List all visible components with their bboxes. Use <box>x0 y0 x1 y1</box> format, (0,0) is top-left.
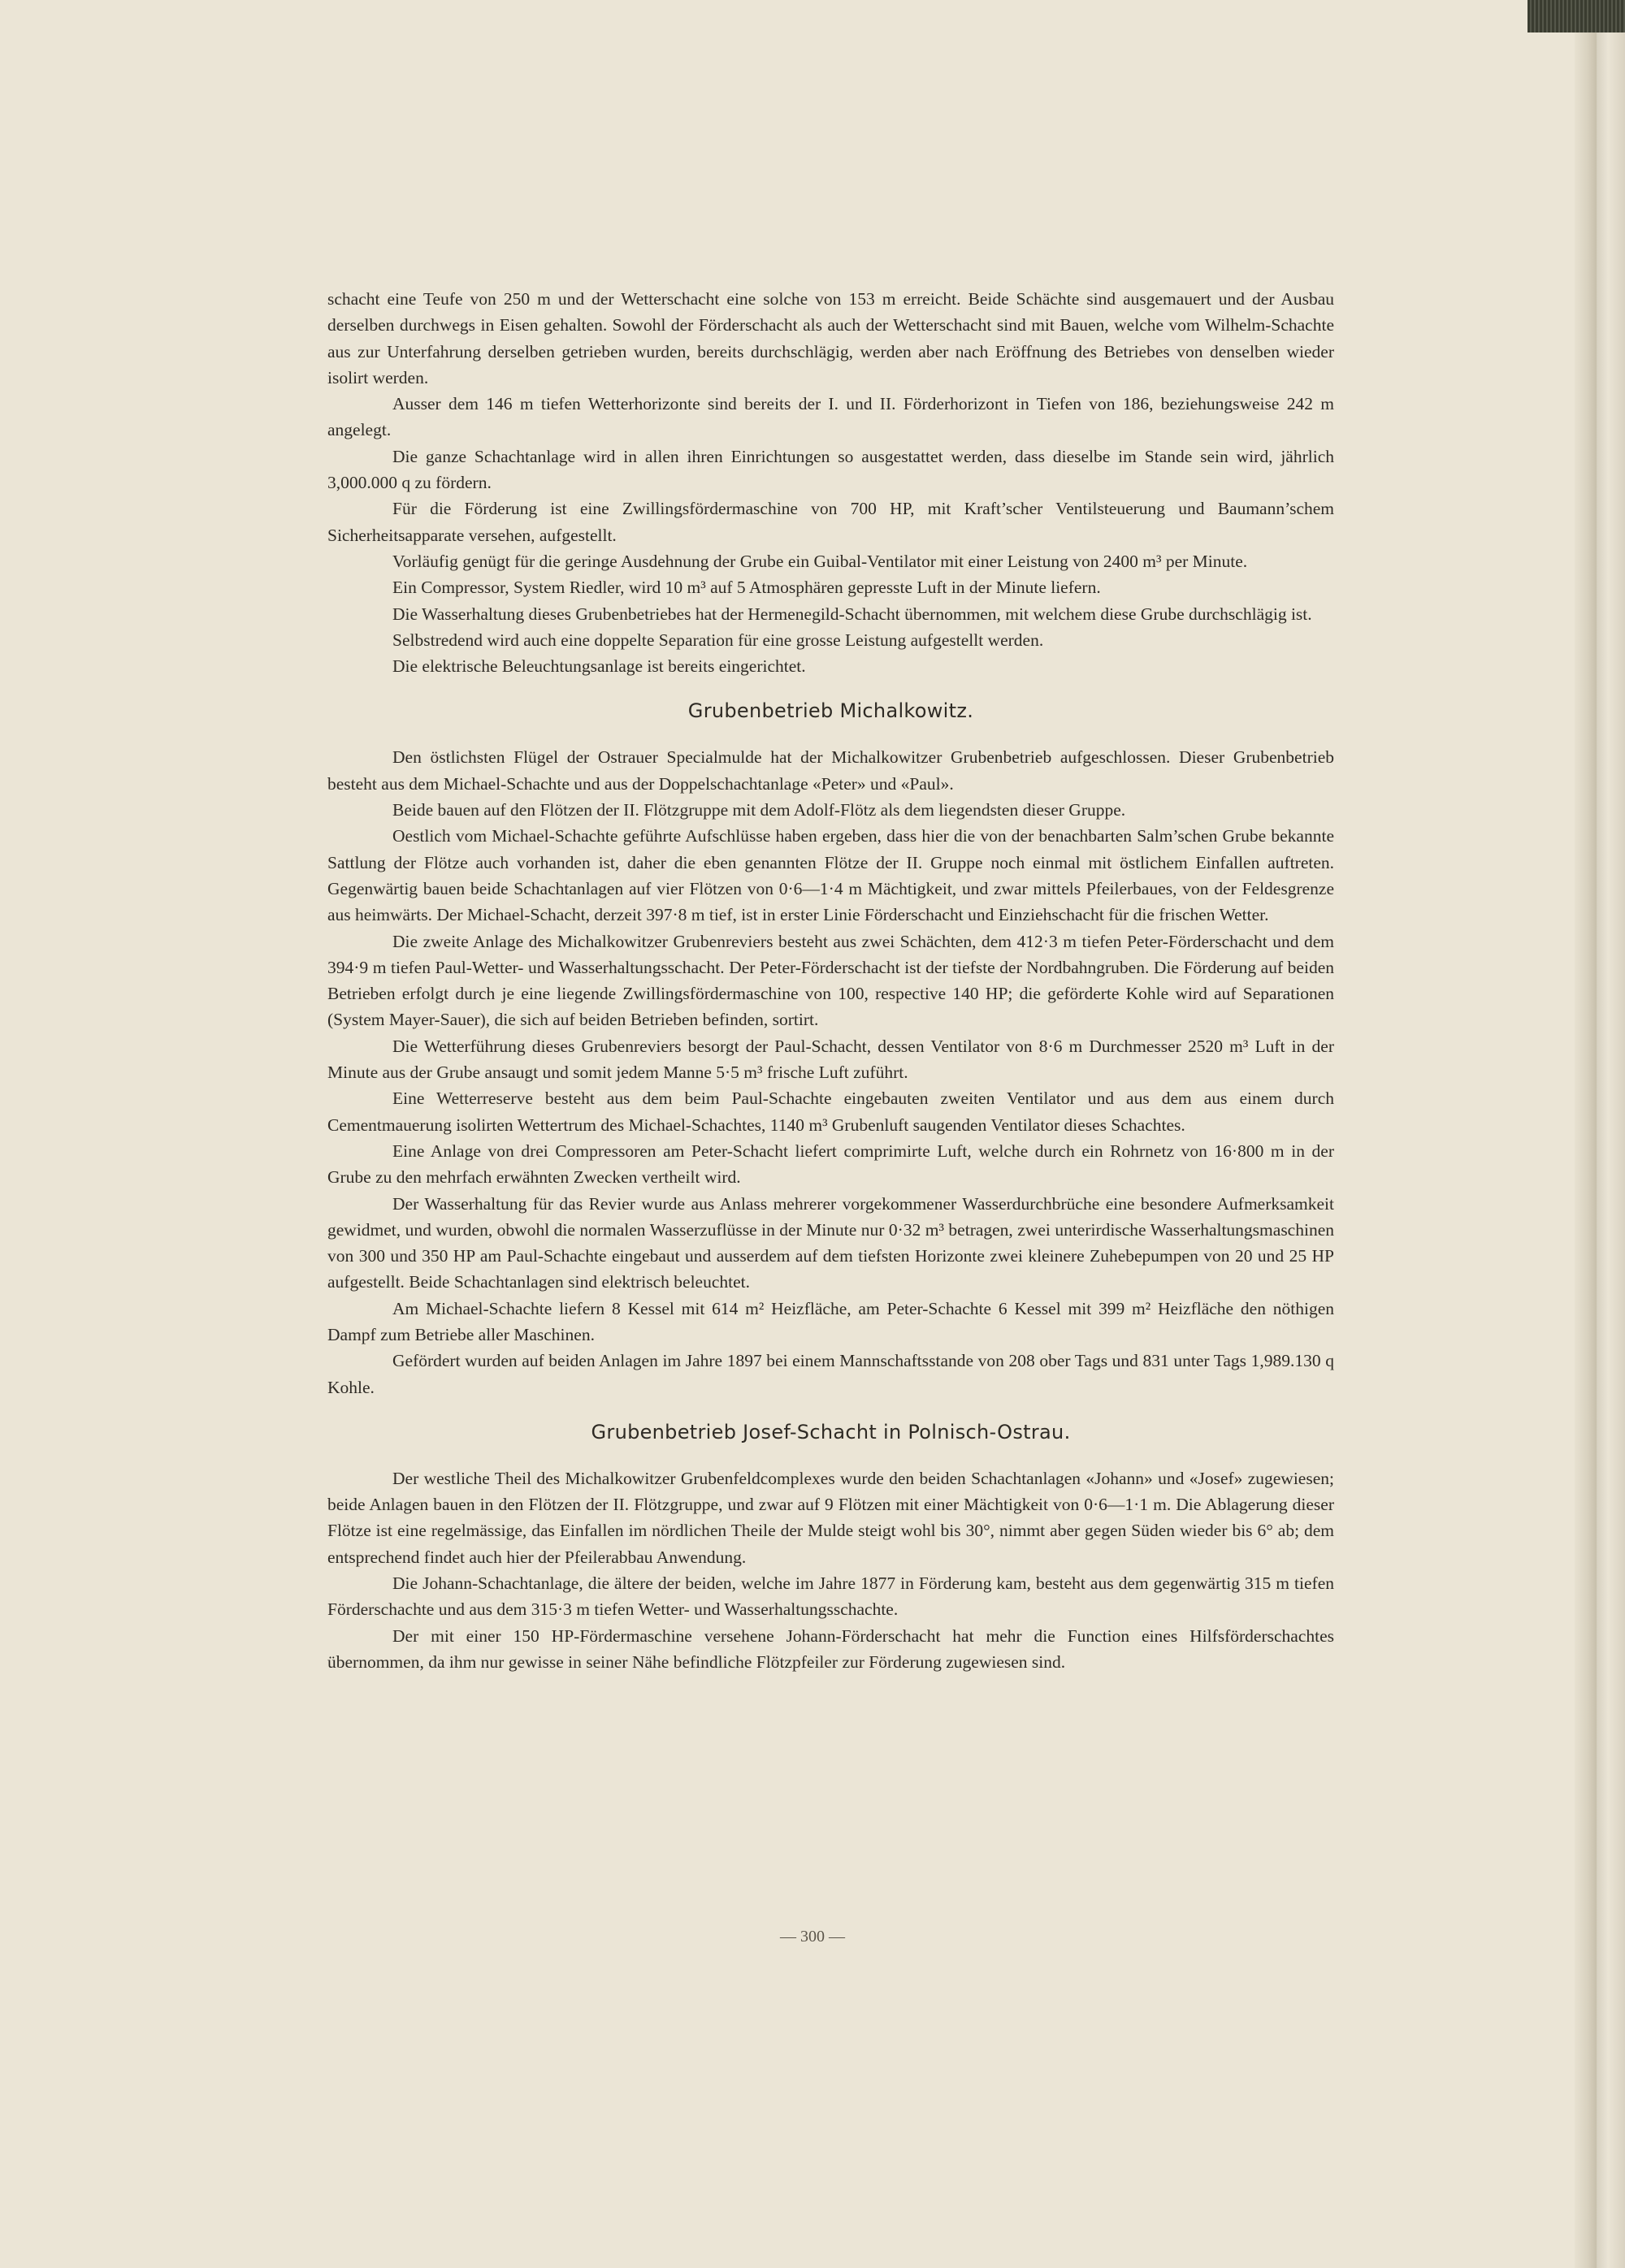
paragraph: Ein Compressor, System Riedler, wird 10 m³ auf 5 Atmosphären gepresste Luft in der Minute liefern. <box>392 578 1101 598</box>
paragraph: Gefördert wurden auf beiden Anlagen im Jahre 1897 bei einem Mannschaftsstande von 208 ober Tags und 831 unter Tags 1,989.130 q Kohle. <box>327 1351 1334 1397</box>
paragraph: schacht eine Teufe von 250 m und der Wetterschacht eine solche von 153 m erreicht. Beide Schächte sind ausgemauert und der Ausbau derselben durchwegs in Eisen gehalten. Sowohl der Förderschacht als auch der Wetterschacht sind mit Bauen, welche vom Wilhelm-Schachte aus zur Unterfahrung derselben getrieben wurden, bereits durchschlägig, werden aber nach Eröffnung des Betriebes von denselben wieder isolirt werden. <box>327 289 1334 387</box>
paragraph: Eine Wetterreserve besteht aus dem beim Paul-Schachte eingebauten zweiten Ventilator und aus dem aus einem durch Cementmauerung isolirten Wettertrum des Michael-Schachtes, 1140 m³ Grubenluft saugenden Ventilator dieses Schachtes. <box>327 1089 1334 1135</box>
book-cover-corner <box>1528 0 1625 32</box>
paragraph: Die zweite Anlage des Michalkowitzer Grubenreviers besteht aus zwei Schächten, dem 412·3 m tiefen Peter-Förderschacht und dem 394·9 m tiefen Paul-Wetter- und Wasserhaltungsschacht. Der Peter-Förderschacht ist der tiefste der Nordbahngruben. Die Förderung auf beiden Betrieben erfolgt durch je eine liegende Zwillingsfördermaschine von 100, respective 140 HP; die geförderte Kohle wird auf Separationen (System Mayer-Sauer), die sich auf beiden Betrieben befinden, sortirt. <box>327 931 1334 1030</box>
paragraph: Ausser dem 146 m tiefen Wetterhorizonte sind bereits der I. und II. Förderhorizont in Tiefen von 186, beziehungsweise 242 m angelegt. <box>327 394 1334 440</box>
paragraph: Die Wasserhaltung dieses Grubenbetriebes hat der Hermenegild-Schacht übernommen, mit welchem diese Grube durchschlägig ist. <box>392 604 1312 624</box>
paragraph: Die ganze Schachtanlage wird in allen ihren Einrichtungen so ausgestattet werden, dass dieselbe im Stande sein wird, jährlich 3,000.000 q zu fördern. <box>327 446 1334 493</box>
paragraph: Der westliche Theil des Michalkowitzer Grubenfeldcomplexes wurde den beiden Schachtanlagen «Johann» und «Josef» zugewiesen; beide Anlagen bauen in den Flötzen der II. Flötzgruppe, und zwar auf 9 Flötzen mit einer Mächtigkeit von 0·6—1·1 m. Die Ablagerung dieser Flötze ist eine regelmässige, das Einfallen im nördlichen Theile der Mulde steigt wohl bis 30°, nimmt aber gegen Süden wieder bis 6° ab; dem entsprechend findet auch hier der Pfeilerabbau Anwendung. <box>327 1468 1334 1567</box>
paragraph: Vorläufig genügt für die geringe Ausdehnung der Grube ein Guibal-Ventilator mit einer Leistung von 2400 m³ per Minute. <box>392 551 1248 571</box>
paragraph: Beide bauen auf den Flötzen der II. Flötzgruppe mit dem Adolf-Flötz als dem liegendsten dieser Gruppe. <box>392 800 1126 820</box>
paragraph: Der Wasserhaltung für das Revier wurde aus Anlass mehrerer vorgekommener Wasserdurchbrüche eine besondere Aufmerksamkeit gewidmet, und wurden, obwohl die normalen Wasserzuflüsse in der Minute nur 0·32 m³ betragen, zwei unterirdische Wasserhaltungsmaschinen von 300 und 350 HP am Paul-Schachte eingebaut und ausserdem auf dem tiefsten Horizonte zwei kleinere Zuhebepumpen von 20 und 25 HP aufgestellt. Beide Schachtanlagen sind elektrisch beleuchtet. <box>327 1193 1334 1292</box>
page-number: — 300 — <box>780 1928 845 1946</box>
paragraph: Am Michael-Schachte liefern 8 Kessel mit 614 m² Heizfläche, am Peter-Schachte 6 Kessel mit 399 m² Heizfläche den nöthigen Dampf zum Betriebe aller Maschinen. <box>327 1298 1334 1344</box>
paragraph: Der mit einer 150 HP-Fördermaschine versehene Johann-Förderschacht hat mehr die Function eines Hilfsförderschachtes übernommen, da ihm nur gewisse in seiner Nähe befindliche Flötzpfeiler zur Förderung zugewiesen sind. <box>327 1625 1334 1672</box>
paragraph: Den östlichsten Flügel der Ostrauer Specialmulde hat der Michalkowitzer Grubenbetrieb aufgeschlossen. Dieser Grubenbetrieb besteht aus dem Michael-Schachte und aus der Doppelschachtanlage «Peter» und «Paul». <box>327 747 1334 794</box>
paragraph: Für die Förderung ist eine Zwillingsfördermaschine von 700 HP, mit Kraft’scher Ventilsteuerung und Baumann’schem Sicherheitsapparate versehen, aufgestellt. <box>327 499 1334 545</box>
text-body <box>327 286 1334 1675</box>
paragraph: Eine Anlage von drei Compressoren am Peter-Schacht liefert comprimirte Luft, welche durch ein Rohrnetz von 16·800 m in der Grube zu den mehrfach erwähnten Zwecken vertheilt wird. <box>327 1140 1334 1188</box>
paragraph: Selbstredend wird auch eine doppelte Separation für eine grosse Leistung aufgestellt werden. <box>392 630 1044 650</box>
paragraph: Die elektrische Beleuchtungsanlage ist bereits eingerichtet. <box>392 656 806 677</box>
paragraph: Die Wetterführung dieses Grubenreviers besorgt der Paul-Schacht, dessen Ventilator von 8·6 m Durchmesser 2520 m³ Luft in der Minute aus der Grube ansaugt und somit jedem Manne 5·5 m³ frische Luft zuführt. <box>327 1036 1334 1083</box>
section-heading: Grubenbetrieb Michalkowitz. <box>687 699 974 723</box>
paragraph: Oestlich vom Michael-Schachte geführte Aufschlüsse haben ergeben, dass hier die von der benachbarten Salm’schen Grube bekannte Sattlung der Flötze auch vorhanden ist, daher die eben genannten Flötze der II. Gruppe noch einmal mit östlichem Einfallen auftreten. Gegenwärtig bauen beide Schachtanlagen auf vier Flötzen von 0·6—1·4 m Mächtigkeit, und zwar mittels Pfeilerbaues, von der Feldesgrenze aus heimwärts. Der Michael-Schacht, derzeit 397·8 m tief, ist in erster Linie Förderschacht und Einziehschacht für die frischen Wetter. <box>327 826 1334 925</box>
paragraph: Die Johann-Schachtanlage, die ältere der beiden, welche im Jahre 1877 in Förderung kam, besteht aus dem gegenwärtig 315 m tiefen Förderschachte und aus dem 315·3 m tiefen Wetter- und Wasserhaltungsschachte. <box>327 1573 1334 1620</box>
section-heading: Grubenbetrieb Josef-Schacht in Polnisch-Ostrau. <box>591 1420 1071 1443</box>
